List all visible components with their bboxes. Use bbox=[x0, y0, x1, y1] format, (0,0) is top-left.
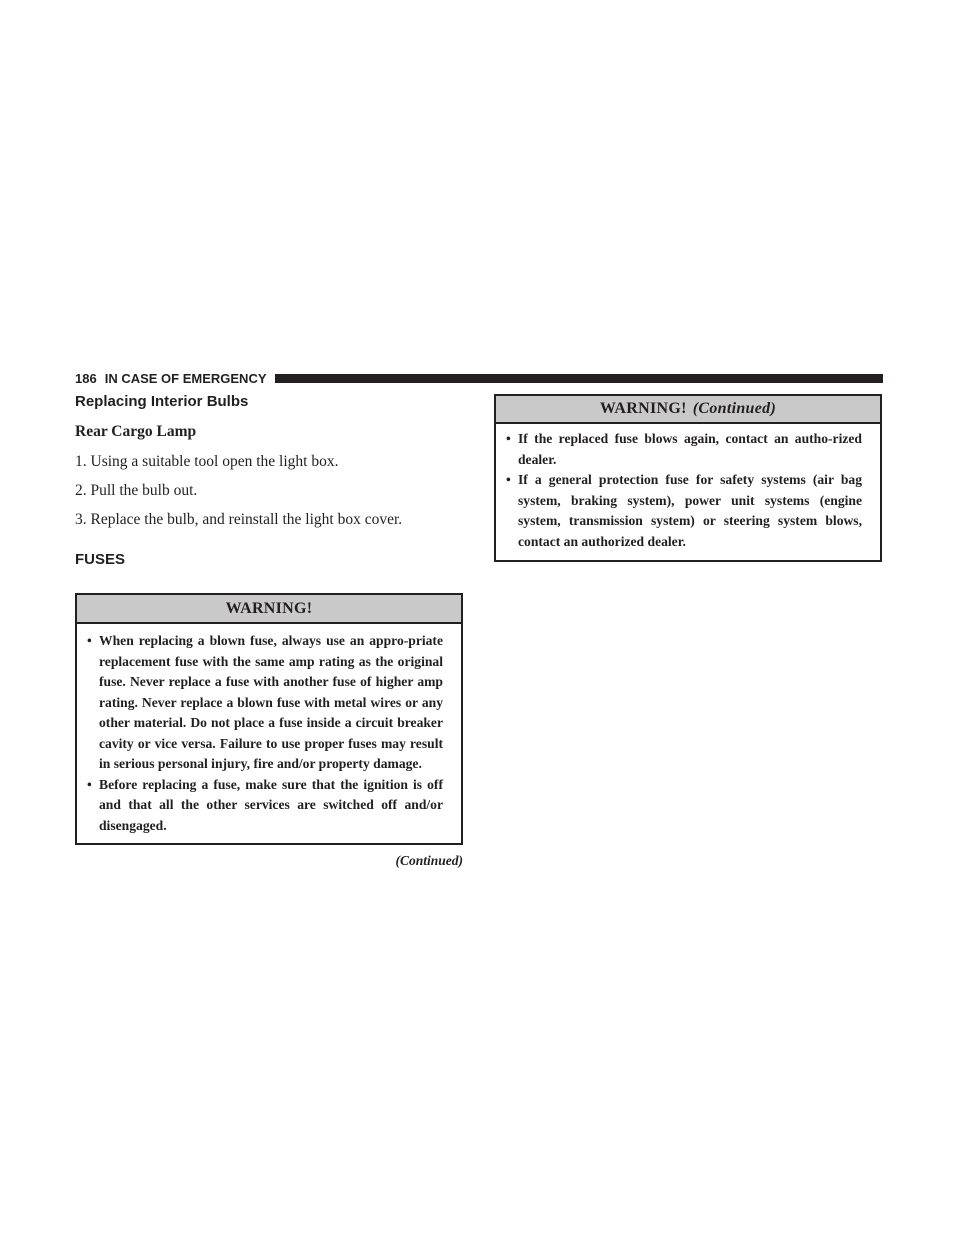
warning-text: When replacing a blown fuse, always use an appro-priate replacement fuse with the same amp rating as the original fuse. Never replace a fuse with another fuse of higher amp rating. Never replace a blown fuse with metal wires or any other material. Do not place a fuse inside a circuit breaker cavity or vice versa. Failure to use proper fuses may result in serious personal injury, fire and/or property damage. bbox=[99, 633, 443, 771]
continued-label: (Continued) bbox=[395, 853, 463, 868]
page-number: 186 bbox=[75, 370, 97, 386]
warning-bullet bbox=[506, 470, 862, 552]
warning-text: Before replacing a fuse, make sure that the ignition is off and that all the other services are switched off and/or disengaged. bbox=[99, 776, 443, 833]
warning-bullet bbox=[87, 775, 443, 837]
right-column bbox=[494, 394, 882, 562]
bullet-icon: • bbox=[87, 633, 92, 648]
bullet-icon: • bbox=[506, 472, 511, 487]
fuses-heading: FUSES bbox=[75, 551, 126, 568]
header-rule bbox=[275, 374, 884, 383]
section-heading: Replacing Interior Bulbs bbox=[75, 393, 249, 410]
warning-header bbox=[496, 396, 880, 424]
warning-text: If the replaced fuse blows again, contact an autho-rized dealer. bbox=[518, 431, 862, 467]
warning-header bbox=[77, 595, 461, 624]
warning-box bbox=[75, 593, 463, 845]
warning-title-suffix: (Continued) bbox=[692, 400, 777, 417]
left-column bbox=[75, 393, 463, 869]
page-header bbox=[75, 369, 883, 387]
warning-bullet bbox=[506, 429, 862, 470]
warning-title: WARNING! bbox=[225, 600, 313, 617]
section-title: IN CASE OF EMERGENCY bbox=[104, 370, 267, 386]
warning-bullet bbox=[87, 631, 443, 775]
step-3: 3. Replace the bulb, and reinstall the light box cover. bbox=[75, 511, 403, 528]
bullet-icon: • bbox=[506, 431, 511, 446]
bullet-icon: • bbox=[87, 776, 92, 792]
warning-text: If a general protection fuse for safety systems (air bag system, braking system), power unit systems (engine system, transmission system) or steering system blows, contact an authorized dealer. bbox=[518, 472, 862, 549]
subheading: Rear Cargo Lamp bbox=[75, 423, 197, 440]
warning-title: WARNING! bbox=[599, 400, 687, 417]
warning-box-continued bbox=[494, 394, 882, 562]
step-1: 1. Using a suitable tool open the light box. bbox=[75, 453, 339, 470]
step-2: 2. Pull the bulb out. bbox=[75, 482, 198, 499]
